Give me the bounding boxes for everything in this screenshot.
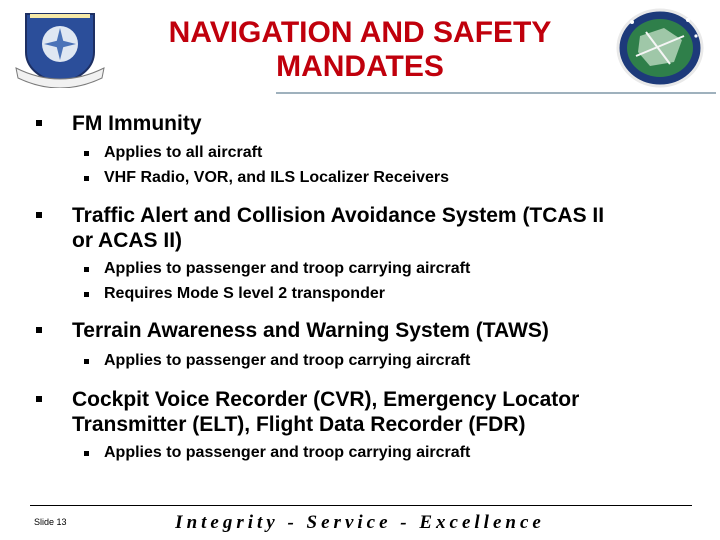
command-emblem-left-icon bbox=[14, 8, 106, 88]
command-emblem-right-icon bbox=[612, 6, 708, 90]
sub-bullet-text: Requires Mode S level 2 transponder bbox=[104, 285, 385, 302]
sub-bullet-text: Applies to passenger and troop carrying aircraft bbox=[104, 352, 471, 369]
bullet-text-line: FM Immunity bbox=[72, 112, 202, 135]
bullet-text-line: Cockpit Voice Recorder (CVR), Emergency Locator bbox=[72, 388, 580, 411]
bullet-square-icon bbox=[36, 396, 42, 402]
bullet-text-line: or ACAS II) bbox=[72, 229, 183, 252]
sub-bullet-text: Applies to passenger and troop carrying aircraft bbox=[104, 444, 471, 461]
footer-motto: Integrity - Service - Excellence bbox=[175, 512, 545, 533]
bullet-square-icon bbox=[36, 120, 42, 126]
bullet-square-icon bbox=[84, 292, 89, 297]
sub-bullet-text: VHF Radio, VOR, and ILS Localizer Receivers bbox=[104, 169, 449, 186]
slide-number: Slide 13 bbox=[34, 517, 67, 527]
bullet-square-icon bbox=[84, 359, 89, 364]
bullet-square-icon bbox=[84, 151, 89, 156]
page-title-line-1: NAVIGATION AND SAFETY bbox=[168, 16, 552, 49]
bullet-square-icon bbox=[36, 212, 42, 218]
sub-bullet-text: Applies to passenger and troop carrying aircraft bbox=[104, 260, 471, 277]
title-divider bbox=[276, 92, 716, 94]
sub-bullet-text: Applies to all aircraft bbox=[104, 144, 263, 161]
bullet-square-icon bbox=[36, 327, 42, 333]
bullet-square-icon bbox=[84, 451, 89, 456]
bullet-square-icon bbox=[84, 176, 89, 181]
bullet-text-line: Traffic Alert and Collision Avoidance System (TCAS II bbox=[72, 204, 605, 227]
page-title bbox=[120, 16, 600, 84]
bullet-text-line: Terrain Awareness and Warning System (TAWS) bbox=[72, 319, 549, 342]
footer-divider bbox=[30, 505, 692, 506]
bullet-text-line: Transmitter (ELT), Flight Data Recorder (FDR) bbox=[72, 413, 526, 436]
bullet-square-icon bbox=[84, 267, 89, 272]
page-title-line-2: MANDATES bbox=[276, 50, 444, 83]
